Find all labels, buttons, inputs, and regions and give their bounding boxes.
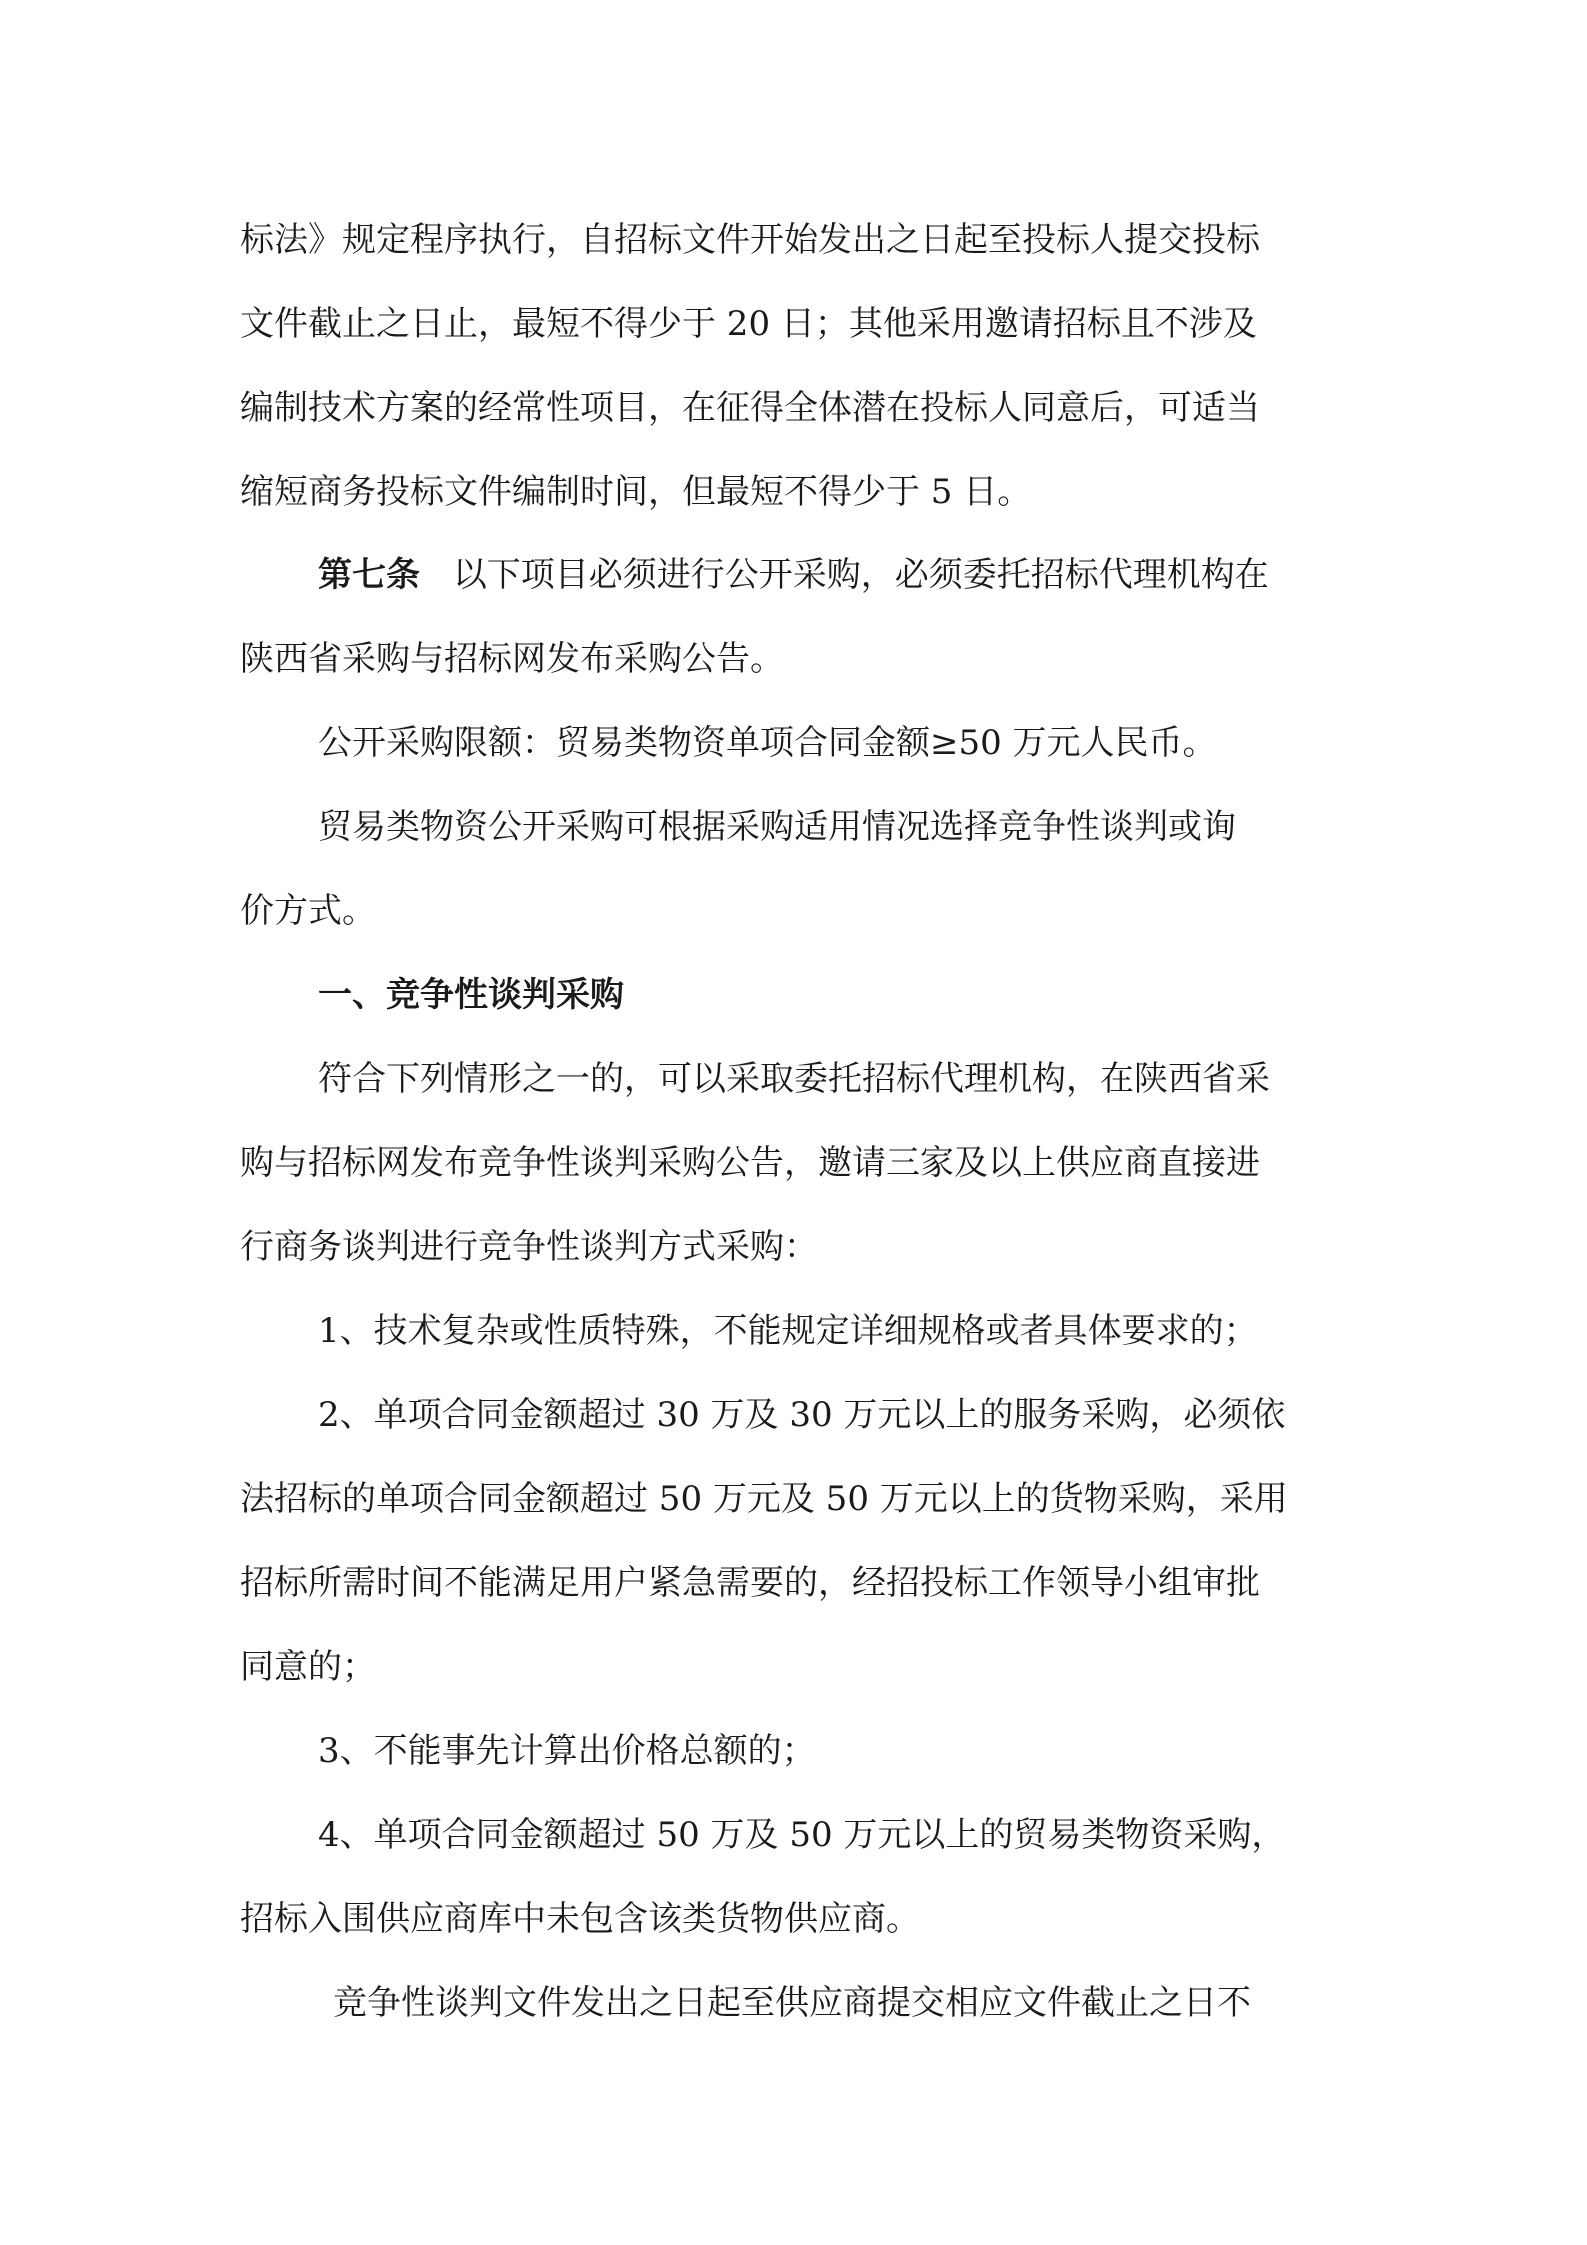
paragraph-line: 编制技术方案的经常性项目，在征得全体潜在投标人同意后，可适当 <box>240 388 1260 428</box>
list-item: 2、单项合同金额超过 30 万及 30 万元以上的服务采购，必须依 <box>318 1395 1286 1435</box>
paragraph-line: 竞争性谈判文件发出之日起至供应商提交相应文件截止之日不 <box>333 1983 1251 2023</box>
paragraph-line: 招标所需时间不能满足用户紧急需要的，经招投标工作领导小组审批 <box>240 1563 1260 1603</box>
paragraph-line: 文件截止之日止，最短不得少于 20 日；其他采用邀请招标且不涉及 <box>240 304 1257 344</box>
paragraph-line: 购与招标网发布竞争性谈判采购公告，邀请三家及以上供应商直接进 <box>240 1143 1260 1183</box>
paragraph-line: 符合下列情形之一的，可以采取委托招标代理机构，在陕西省采 <box>318 1059 1270 1099</box>
list-item: 1、技术复杂或性质特殊，不能规定详细规格或者具体要求的； <box>318 1311 1258 1351</box>
section-heading: 一、竞争性谈判采购 <box>318 975 624 1015</box>
paragraph-line: 行商务谈判进行竞争性谈判方式采购： <box>240 1227 818 1267</box>
paragraph-line: 价方式。 <box>240 891 376 931</box>
paragraph-line: 招标入围供应商库中未包含该类货物供应商。 <box>240 1899 920 1939</box>
paragraph-line: 同意的； <box>240 1647 376 1687</box>
paragraph-line: 贸易类物资公开采购可根据采购适用情况选择竞争性谈判或询 <box>318 807 1236 847</box>
paragraph-line: 陕西省采购与招标网发布采购公告。 <box>240 639 784 679</box>
article-7-line <box>318 553 1350 597</box>
paragraph-line: 缩短商务投标文件编制时间，但最短不得少于 5 日。 <box>240 472 1032 512</box>
paragraph-line: 标法》规定程序执行，自招标文件开始发出之日起至投标人提交投标 <box>240 220 1260 260</box>
article-heading: 第七条 <box>318 555 420 595</box>
paragraph-line: 公开采购限额：贸易类物资单项合同金额≥50 万元人民币。 <box>318 723 1217 763</box>
article-text: 以下项目必须进行公开采购，必须委托招标代理机构在 <box>452 555 1269 595</box>
list-item: 3、不能事先计算出价格总额的； <box>318 1731 816 1771</box>
list-item: 4、单项合同金额超过 50 万及 50 万元以上的贸易类物资采购， <box>318 1815 1286 1855</box>
paragraph-line: 法招标的单项合同金额超过 50 万元及 50 万元以上的货物采购，采用 <box>240 1479 1288 1519</box>
